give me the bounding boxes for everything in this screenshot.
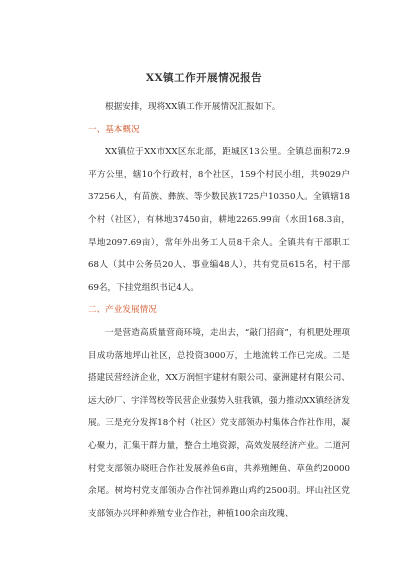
document-body bbox=[88, 96, 350, 525]
intro-paragraph: 根据安排，现将XX镇工作开展情况汇报如下。 bbox=[105, 102, 281, 112]
overview-paragraph: XX镇位于XX市XX区东北部，距城区13公里。全镇总面积72.9平方公里，辖10个行政村，8个社区，159个村民小组，共9029户37256人，有苗族、彝族、等少数民族1725户10350人。全镇辖18个村（社区），有林地37450亩，耕地2265.99亩（水田168.3亩，旱地2097.69亩），常年外出务工人员8千余人。全镇共有干部职工68人（其中公务员20人、事业编48人），共有党员615名，村干部69名，下挂党组织书记4人。 bbox=[88, 147, 350, 293]
document-title: XX镇工作开展情况报告 bbox=[145, 72, 263, 84]
industry-paragraph: 一是营造高质量营商环境，走出去，“敲门招商”，有机肥处理项目成功落地坪山社区，总投资3000万，土地流转工作已完成。二是搭建民营经济企业，XX万润恒宇建材有限公司、豪洲建材有限公司、远大砂厂、宇洋驾校等民营企业强势入驻我镇，强力推动XX镇经济发展。三是充分发挥18个村（社区）党支部领办村集体合作社作用，凝心聚力，汇集干群力量，整合土地资源，高效发展经济产业。二道河村党支部领办晓旺合作社发展养鱼6亩，共养殖鲤鱼、草鱼约20000余尾。树垮村党支部领办合作社饲养跑山鸡约2500羽。坪山社区党支部领办兴坪种养殖专业合作社，种植100余亩玫瑰、 bbox=[88, 327, 350, 519]
section-heading-industry: 二、产业发展情况 bbox=[88, 305, 157, 316]
section-heading-overview: 一、基本概况 bbox=[88, 124, 140, 135]
